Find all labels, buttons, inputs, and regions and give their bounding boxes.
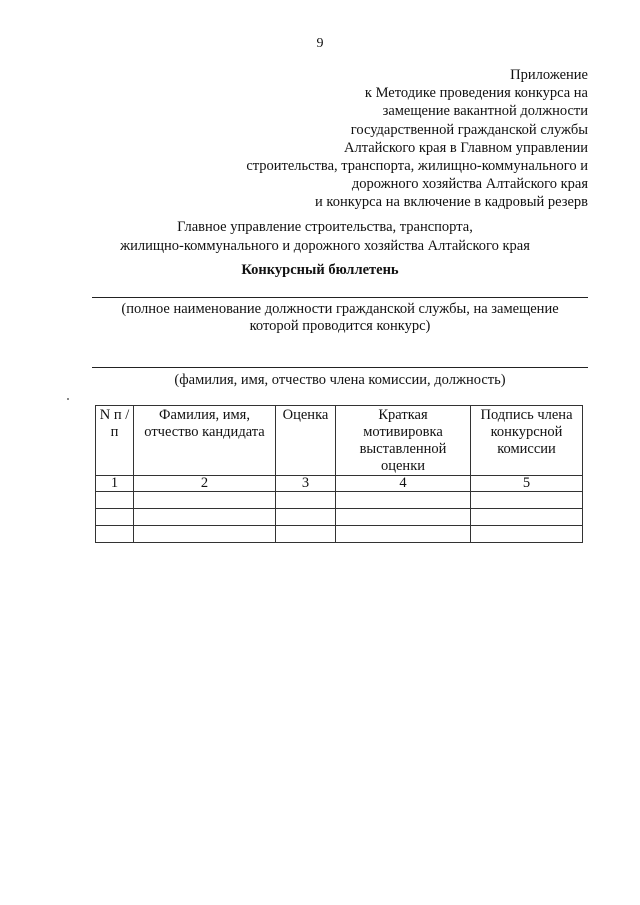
- header-score: Оценка: [276, 406, 336, 476]
- position-caption-line: которой проводится конкурс): [249, 318, 431, 334]
- column-number: 2: [134, 476, 276, 492]
- scan-speck: [67, 398, 69, 400]
- column-number: 4: [336, 476, 471, 492]
- organization-name: [0, 218, 640, 255]
- table-cell: [96, 526, 134, 543]
- appendix-line: дорожного хозяйства Алтайского края: [351, 176, 588, 193]
- position-caption: [70, 301, 610, 335]
- appendix-line: замещение вакантной должности: [382, 103, 588, 120]
- table-cell: [336, 509, 471, 526]
- organization-line: Главное управление строительства, транспорта,: [177, 219, 473, 235]
- table-row: [96, 509, 583, 526]
- column-number-row: [96, 476, 583, 492]
- table-cell: [96, 492, 134, 509]
- table-cell: [134, 526, 276, 543]
- ballot-table: [95, 405, 583, 543]
- member-caption: (фамилия, имя, отчество члена комиссии, должность): [174, 372, 506, 388]
- table-cell: [471, 492, 583, 509]
- table-cell: [471, 509, 583, 526]
- table-row: [96, 526, 583, 543]
- table-cell: [134, 492, 276, 509]
- page-number: 9: [316, 36, 324, 51]
- header-motivation: Краткая мотивировка выставленной оценки: [336, 406, 471, 476]
- header-signature: Подпись члена конкурсной комиссии: [471, 406, 583, 476]
- table-cell: [276, 492, 336, 509]
- table-cell: [336, 526, 471, 543]
- appendix-line: Приложение: [510, 67, 588, 83]
- table-header-row: [96, 406, 583, 476]
- table-cell: [276, 509, 336, 526]
- header-candidate-name: Фамилия, имя, отчество кандидата: [134, 406, 276, 476]
- table-cell: [336, 492, 471, 509]
- appendix-line: и конкурса на включение в кадровый резерв: [315, 194, 588, 211]
- position-caption-line: (полное наименование должности гражданской службы, на замещение: [121, 301, 559, 317]
- member-blank-line: [92, 367, 588, 368]
- column-number: 5: [471, 476, 583, 492]
- position-blank-line: [92, 297, 588, 298]
- table-cell: [96, 509, 134, 526]
- table-row: [96, 492, 583, 509]
- document-title: Конкурсный бюллетень: [241, 262, 399, 278]
- appendix-line: к Методике проведения конкурса на: [364, 85, 588, 102]
- appendix-line: государственной гражданской службы: [350, 121, 588, 138]
- table-cell: [471, 526, 583, 543]
- appendix-line: строительства, транспорта, жилищно-коммунального и: [246, 158, 588, 175]
- table-cell: [276, 526, 336, 543]
- appendix-line: Алтайского края в Главном управлении: [343, 139, 588, 156]
- appendix-header: [246, 66, 588, 212]
- table-cell: [134, 509, 276, 526]
- column-number: 3: [276, 476, 336, 492]
- organization-line: жилищно-коммунального и дорожного хозяйства Алтайского края: [120, 237, 530, 254]
- column-number: 1: [96, 476, 134, 492]
- header-number: N п /п: [96, 406, 134, 476]
